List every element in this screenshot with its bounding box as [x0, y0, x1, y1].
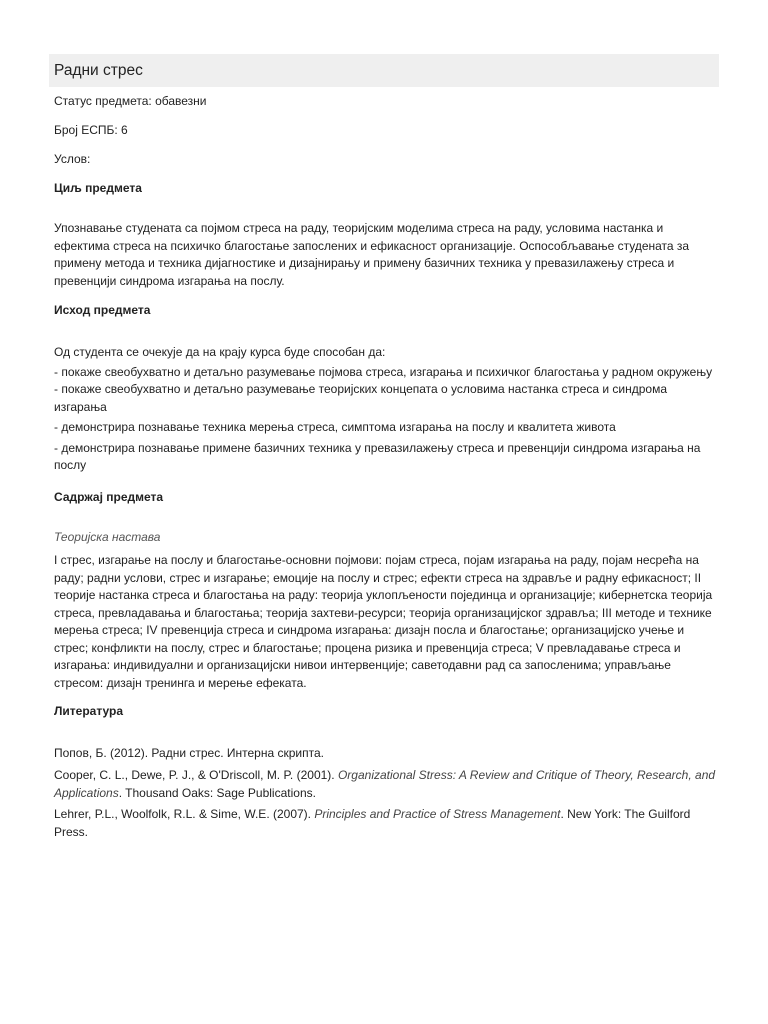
- reference-text: Попов, Б. (2012). Радни стрес. Интерна скрипта.: [54, 746, 324, 760]
- content-text: I стрес, изгарање на послу и благостање-основни појмови: појам стреса, појам изгарања на раду, појам несрећа на раду; радни услови, стрес и изгарање; емоције на послу и стрес; ефекти стреса на здравље и радну ефикасност; II теорије настанка стреса и благостања на раду: теорија уклопљености појединца и организације; кибернетска теорија стреса, превладавања и благостања; теорија захтеви-ресурси; теорија организацијског здравља; III методе и технике мерења стреса; IV превенција стреса и синдрома изгарања: дизајн посла и благостање; организацијско учење и стрес; конфликти на послу, стрес и благостање; процена ризика и превенција стреса; V превладавање стреса и изгарања: индивидуални и организацијски нивои интервенције; саветодавни рад са запосленима; управљање стресом: дизајн тренинга и мерење ефеката.: [54, 553, 713, 690]
- outcome-item: - демонстрира познавање техника мерења стреса, симптома изгарања на послу и квалитета живота: [54, 420, 616, 434]
- goal-text: Упознавање студената са појмом стреса на раду, теоријским моделима стреса на раду, условима настанка и ефектима стреса на психичко благостање запослених и ефикасност организације. Оспособљавање студената за примену метода и техника дијагностике и дизајнирању и примену базичних техника у превазилажењу стреса и превенцији синдрома изгарања на послу.: [54, 221, 690, 288]
- content-heading: Садржај предмета: [54, 490, 164, 504]
- outcome-heading: Исход предмета: [54, 303, 151, 317]
- goal-heading: Циљ предмета: [54, 181, 142, 195]
- reference-publisher: . Thousand Oaks: Sage Publications.: [118, 786, 316, 800]
- outcome-item: - покаже свеобухватно и детаљно разумевање појмова стреса, изгарања и психичког благостања у радном окружењу: [54, 364, 713, 379]
- reference-authors: Lehrer, P.L., Woolfolk, R.L. & Sime, W.E. (2007).: [54, 807, 315, 821]
- outcome-item: - демонстрира познавање примене базичних техника у превазилажењу стреса и превенцији синдрома изгарања на послу: [54, 440, 701, 472]
- reference-publisher: . New York: The Guilford Press.: [54, 807, 691, 839]
- reference-title: Organizational Stress: A Review and Critique of Theory, Research, and Applications: [54, 768, 716, 800]
- espb-credits: Број ЕСПБ: 6: [54, 123, 128, 137]
- reference-item: [54, 766, 718, 802]
- reference-authors: Cooper, C. L., Dewe, P. J., & O'Driscoll, M. P. (2001).: [54, 768, 338, 782]
- prerequisite: Услов:: [54, 152, 91, 166]
- reference-item: [54, 805, 718, 841]
- page-title: Радни стрес: [54, 62, 143, 79]
- outcome-item: - покаже свеобухватно и детаљно разумевање теоријских концепата о условима настанка стреса и синдрома изгарања: [54, 382, 668, 414]
- course-status: Статус предмета: обавезни: [54, 94, 207, 108]
- outcome-intro: Од студента се очекује да на крају курса буде способан да:: [54, 345, 386, 359]
- reference-item: [54, 744, 718, 762]
- literature-heading: Литература: [54, 704, 124, 718]
- outcome-list: [54, 344, 718, 475]
- content-subheading: Теоријска настава: [54, 530, 161, 544]
- title-bar: [49, 54, 719, 87]
- reference-title: Principles and Practice of Stress Management: [314, 807, 561, 821]
